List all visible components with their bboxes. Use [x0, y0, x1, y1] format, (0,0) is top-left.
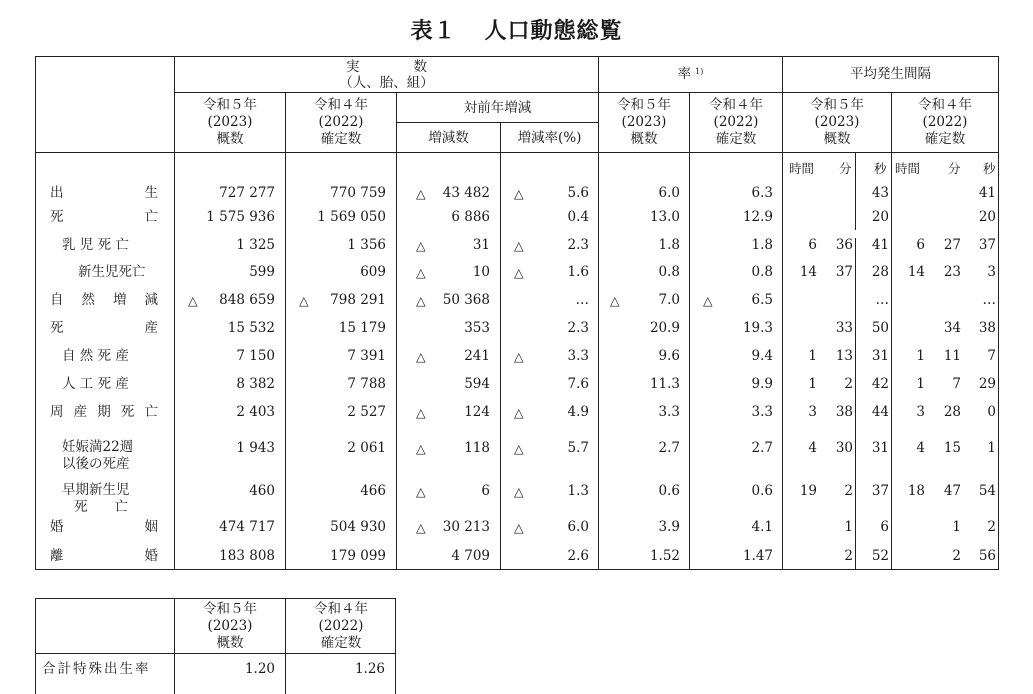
jissu-r4: 179 099: [330, 548, 386, 564]
jissu-r5: 474 717: [219, 519, 275, 535]
decrease-mark: △: [514, 405, 524, 420]
interval-r4-hour: 6: [916, 237, 925, 253]
decrease-mark: △: [514, 186, 524, 201]
interval-r5-sec: 31: [871, 440, 889, 456]
interval-r4-hour: 3: [916, 404, 925, 420]
yoy-rate: 7.6: [567, 376, 589, 392]
yoy-count: 30 213: [442, 519, 490, 535]
jissu-r4: 609: [360, 264, 386, 280]
interval-r4-min: 1: [952, 519, 961, 535]
yoy-count: 43 482: [442, 185, 490, 201]
hdr-jissu-r4-l1: 令和４年: [314, 97, 368, 113]
jissu-r4: 504 930: [330, 519, 386, 535]
hdr-jissu-r4-l2: (2022): [318, 114, 364, 130]
jissu-r5: 7 150: [236, 348, 275, 364]
yoy-count: 241: [464, 348, 490, 364]
row-label: 婚 姻: [50, 519, 158, 535]
yoy-count: 118: [464, 440, 490, 456]
yoy-rate: 1.3: [567, 483, 589, 499]
hdr-rate-r5-l2: (2023): [621, 114, 667, 130]
yoy-rate: 5.7: [567, 440, 589, 456]
decrease-mark: △: [416, 238, 426, 253]
header-rate: 率 $^{1)}$: [677, 66, 704, 82]
rate-r5: 1.8: [658, 237, 680, 253]
interval-r5-min: 30: [835, 440, 853, 456]
yoy-rate: 2.3: [567, 237, 589, 253]
hdr-rate-r5-l1: 令和５年: [617, 97, 671, 113]
decrease-mark: △: [416, 265, 426, 280]
interval-r5-min: 2: [844, 548, 853, 564]
hdr-rate-r4-l1: 令和４年: [709, 97, 763, 113]
row-label: 乳 児 死 亡: [62, 237, 129, 253]
tfr-r4: 1.26: [354, 661, 385, 677]
tfr-hdr-r4-l3: 確定数: [320, 635, 362, 651]
interval-r4-min: 34: [943, 320, 961, 336]
jissu-r4: 466: [360, 483, 386, 499]
decrease-mark: △: [514, 520, 524, 535]
rate-r5: 20.9: [649, 320, 680, 336]
row-label: 周 産 期 死 亡: [50, 404, 158, 420]
yoy-count: 10: [472, 264, 490, 280]
row-label: 死 産: [50, 320, 158, 336]
interval-r5-sec: 28: [871, 264, 889, 280]
rate-r5: 11.3: [649, 376, 680, 392]
yoy-count: 6: [481, 483, 490, 499]
hdr-yoy: 対前年増減: [463, 100, 532, 116]
jissu-r5: 599: [249, 264, 275, 280]
interval-r5-hour: 14: [799, 264, 817, 280]
interval-r5-hour: 3: [808, 404, 817, 420]
rate-r5: 3.9: [658, 519, 680, 535]
hdr-jissu-r5-l2: (2023): [207, 114, 253, 130]
tfr-hdr-r5-l1: 令和５年: [203, 601, 257, 617]
jissu-r5: 1 325: [236, 237, 275, 253]
interval-r5-sec: 20: [871, 209, 889, 225]
rate-r4: 6.5: [751, 292, 773, 308]
yoy-rate: 6.0: [567, 519, 589, 535]
interval-r4-sec: …: [982, 292, 996, 308]
row-label-sub: 死 亡: [74, 499, 128, 515]
interval-r5-hour: 19: [799, 483, 817, 499]
unit-hour-r4: 時間: [895, 161, 921, 176]
interval-r4-sec: 37: [978, 237, 996, 253]
tfr-hdr-r4-l2: (2022): [318, 618, 364, 634]
row-label: 早期新生児: [62, 482, 130, 498]
interval-r4-sec: 3: [987, 264, 996, 280]
rate-r5: 3.3: [658, 404, 680, 420]
yoy-rate: 1.6: [567, 264, 589, 280]
hdr-rate-r4-l2: (2022): [713, 114, 759, 130]
decrease-mark: △: [416, 405, 426, 420]
interval-r4-sec: 41: [978, 185, 996, 201]
tfr-label: 合計特殊出生率: [42, 661, 151, 677]
interval-r5-min: 1: [844, 519, 853, 535]
unit-sec-r4: 秒: [983, 161, 996, 176]
interval-r5-hour: 1: [808, 348, 817, 364]
interval-r5-min: 38: [835, 404, 853, 420]
row-label: 自 然 死 産: [62, 348, 129, 364]
row-label: 出 生: [50, 185, 158, 201]
rate-r5: 1.52: [649, 548, 680, 564]
interval-r4-hour: 4: [916, 440, 925, 456]
header-jissu: 実 数: [346, 59, 427, 75]
interval-r4-min: 47: [943, 483, 961, 499]
tfr-hdr-r5-l2: (2023): [207, 618, 253, 634]
yoy-rate: …: [575, 292, 589, 308]
interval-r5-min: 37: [835, 264, 853, 280]
interval-r5-sec: 42: [871, 376, 889, 392]
row-label: 死 亡: [50, 209, 158, 225]
interval-r5-sec: 52: [871, 548, 889, 564]
jissu-r5: 183 808: [219, 548, 275, 564]
interval-r5-min: 2: [844, 483, 853, 499]
jissu-r5: 15 532: [227, 320, 275, 336]
interval-r4-min: 27: [943, 237, 961, 253]
interval-r4-sec: 7: [987, 348, 996, 364]
tfr-hdr-r5-l3: 概数: [216, 635, 244, 651]
interval-r4-min: 23: [943, 264, 961, 280]
rate-r4: 12.9: [742, 209, 773, 225]
yoy-rate: 2.3: [567, 320, 589, 336]
row-label: 自 然 増 減: [50, 292, 158, 308]
yoy-rate: 5.6: [567, 185, 589, 201]
interval-r4-min: 11: [943, 348, 961, 364]
interval-r4-sec: 20: [978, 209, 996, 225]
yoy-rate: 0.4: [567, 209, 589, 225]
jissu-r5: 1 943: [236, 440, 275, 456]
interval-r4-sec: 54: [978, 483, 996, 499]
unit-min-r4: 分: [948, 161, 961, 176]
rate-r4: 0.8: [751, 264, 773, 280]
decrease-mark: △: [416, 441, 426, 456]
interval-r5-sec: 31: [871, 348, 889, 364]
interval-r4-sec: 2: [987, 519, 996, 535]
decrease-mark: △: [416, 520, 426, 535]
jissu-r5: 2 403: [236, 404, 275, 420]
interval-r4-sec: 56: [978, 548, 996, 564]
decrease-mark: △: [514, 238, 524, 253]
rate-r4: 3.3: [751, 404, 773, 420]
hdr-yoy-count: 増減数: [428, 130, 469, 146]
header-interval: 平均発生間隔: [850, 66, 931, 82]
unit-min-r5: 分: [839, 161, 852, 176]
interval-r4-hour: 1: [916, 348, 925, 364]
jissu-r4: 798 291: [330, 292, 386, 308]
rate-r5: 2.7: [658, 440, 680, 456]
interval-r5-min: 36: [835, 237, 853, 253]
jissu-r4: 2 527: [347, 404, 386, 420]
jissu-r5: 727 277: [219, 185, 275, 201]
decrease-mark: △: [188, 293, 198, 308]
decrease-mark: △: [299, 293, 309, 308]
interval-r4-hour: 14: [907, 264, 925, 280]
yoy-count: 124: [464, 404, 490, 420]
interval-r5-sec: 50: [871, 320, 889, 336]
jissu-r4: 7 788: [347, 376, 386, 392]
table-number: 表１: [410, 19, 457, 44]
hdr-rate-r5-l3: 概数: [630, 131, 658, 147]
interval-r4-sec: 29: [978, 376, 996, 392]
unit-hour-r5: 時間: [789, 161, 815, 176]
decrease-mark: △: [416, 186, 426, 201]
yoy-rate: 4.9: [567, 404, 589, 420]
decrease-mark: △: [610, 293, 620, 308]
rate-r5: 0.6: [658, 483, 680, 499]
decrease-mark: △: [514, 265, 524, 280]
decrease-mark: △: [514, 441, 524, 456]
interval-r4-min: 15: [943, 440, 961, 456]
row-label: 離 婚: [50, 548, 158, 564]
jissu-r5: 8 382: [236, 376, 275, 392]
interval-r5-min: 13: [835, 348, 853, 364]
yoy-rate: 2.6: [567, 548, 589, 564]
interval-r4-sec: 1: [987, 440, 996, 456]
interval-r5-sec: 37: [871, 483, 889, 499]
hdr-int-r4-l1: 令和４年: [918, 97, 972, 113]
interval-r5-hour: 6: [808, 237, 817, 253]
hdr-jissu-r5-l3: 概数: [216, 131, 244, 147]
interval-r5-min: 2: [844, 376, 853, 392]
row-label-sub: 以後の死産: [62, 456, 130, 472]
jissu-r4: 2 061: [347, 440, 386, 456]
tfr-r5: 1.20: [244, 661, 275, 677]
interval-r4-hour: 1: [916, 376, 925, 392]
table-title: 人口動態総覧: [484, 19, 623, 44]
yoy-count: 353: [464, 320, 490, 336]
jissu-r4: 770 759: [330, 185, 386, 201]
yoy-count: 594: [464, 376, 490, 392]
rate-r4: 1.47: [742, 548, 773, 564]
interval-r4-min: 28: [943, 404, 961, 420]
rate-r4: 4.1: [751, 519, 773, 535]
jissu-r4: 1 356: [347, 237, 386, 253]
row-label: 妊娠満22週: [62, 439, 134, 455]
jissu-r4: 1 569 050: [317, 209, 386, 225]
rate-r5: 9.6: [658, 348, 680, 364]
row-label: 人 工 死 産: [62, 376, 129, 392]
decrease-mark: △: [416, 293, 426, 308]
interval-r4-sec: 0: [987, 404, 996, 420]
hdr-jissu-r5-l1: 令和５年: [203, 97, 257, 113]
yoy-count: 4 709: [451, 548, 490, 564]
decrease-mark: △: [416, 349, 426, 364]
rate-r4: 6.3: [751, 185, 773, 201]
jissu-r4: 15 179: [338, 320, 386, 336]
rate-r4: 19.3: [742, 320, 773, 336]
interval-r5-sec: 6: [880, 519, 889, 535]
header-jissu-unit: （人、胎、組）: [339, 75, 434, 91]
hdr-rate-r4-l3: 確定数: [715, 131, 757, 147]
interval-r5-sec: 44: [871, 404, 889, 420]
hdr-int-r5-l2: (2023): [814, 114, 860, 130]
yoy-rate: 3.3: [567, 348, 589, 364]
rate-r4: 9.9: [751, 376, 773, 392]
rate-r5: 0.8: [658, 264, 680, 280]
tfr-hdr-r4-l1: 令和４年: [314, 601, 368, 617]
rate-r4: 0.6: [751, 483, 773, 499]
yoy-count: 6 886: [451, 209, 490, 225]
decrease-mark: △: [416, 484, 426, 499]
jissu-r4: 7 391: [347, 348, 386, 364]
hdr-int-r4-l3: 確定数: [924, 131, 966, 147]
interval-r5-min: 33: [835, 320, 853, 336]
hdr-int-r5-l1: 令和５年: [810, 97, 864, 113]
yoy-count: 31: [472, 237, 490, 253]
interval-r4-min: 2: [952, 548, 961, 564]
rate-r4: 2.7: [751, 440, 773, 456]
hdr-yoy-rate: 増減率(%): [517, 130, 582, 146]
interval-r4-sec: 38: [978, 320, 996, 336]
interval-r5-hour: 1: [808, 376, 817, 392]
rate-r5: 6.0: [658, 185, 680, 201]
hdr-int-r4-l2: (2022): [922, 114, 968, 130]
hdr-jissu-r4-l3: 確定数: [320, 131, 362, 147]
rate-footnote: 1): [695, 67, 704, 76]
interval-r5-sec: 41: [871, 237, 889, 253]
jissu-r5: 460: [249, 483, 275, 499]
hdr-int-r5-l3: 概数: [823, 131, 851, 147]
row-label: 新生児死亡: [78, 264, 146, 280]
jissu-r5: 848 659: [219, 292, 275, 308]
interval-r5-sec: 43: [871, 185, 889, 201]
decrease-mark: △: [514, 349, 524, 364]
interval-r4-min: 7: [952, 376, 961, 392]
interval-r5-hour: 4: [808, 440, 817, 456]
rate-r5: 13.0: [649, 209, 680, 225]
yoy-count: 50 368: [442, 292, 490, 308]
rate-r5: 7.0: [658, 292, 680, 308]
interval-r5-sec: …: [875, 292, 889, 308]
rate-r4: 9.4: [751, 348, 773, 364]
interval-r4-hour: 18: [907, 483, 925, 499]
decrease-mark: △: [514, 484, 524, 499]
jissu-r5: 1 575 936: [206, 209, 275, 225]
unit-sec-r5: 秒: [874, 161, 887, 176]
rate-r4: 1.8: [751, 237, 773, 253]
decrease-mark: △: [703, 293, 713, 308]
